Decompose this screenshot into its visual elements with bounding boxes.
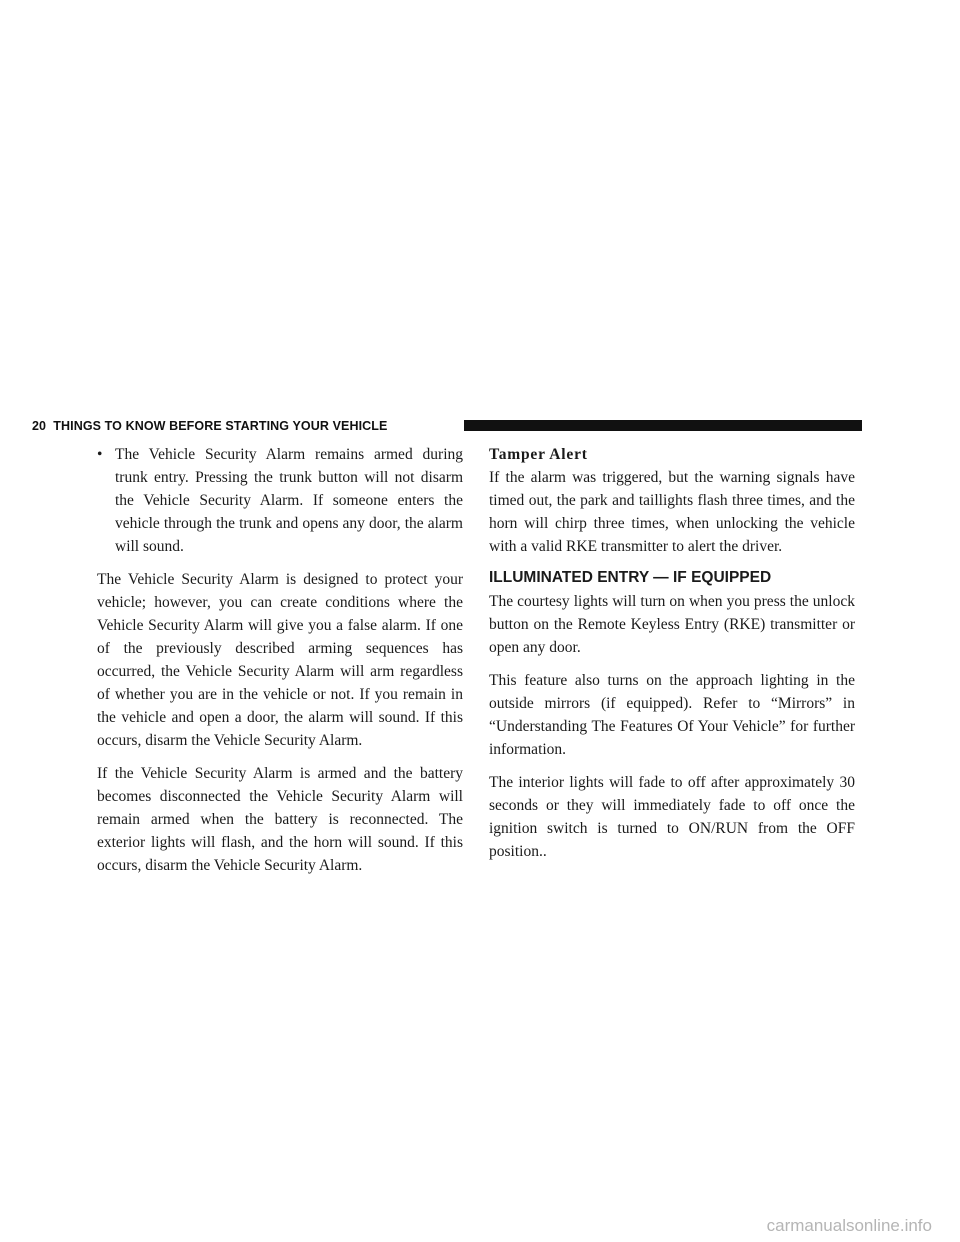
right-column <box>489 443 855 873</box>
header-rule <box>464 420 862 431</box>
approach-lighting-paragraph: This feature also turns on the approach lighting in the outside mirrors (if equipped). Refer to “Mirrors” in “Understanding The Features Of Your Vehicle” for further information. <box>489 672 855 758</box>
tamper-alert-paragraph: If the alarm was triggered, but the warning signals have timed out, the park and taillights flash three times, and the horn will chirp three times, when unlocking the vehicle with a valid RKE transmitter to alert the driver. <box>489 469 855 555</box>
left-column <box>97 443 463 887</box>
page-number: 20 <box>32 419 47 433</box>
bullet-text: The Vehicle Security Alarm remains armed during trunk entry. Pressing the trunk button will not disarm the Vehicle Security Alarm. If someone enters the vehicle through the trunk and opens any door, the alarm will sound. <box>115 446 463 555</box>
watermark-link[interactable]: carmanualsonline.info <box>766 1216 932 1235</box>
battery-disconnect-paragraph: If the Vehicle Security Alarm is armed and the battery becomes disconnected the Vehicle Security Alarm will remain armed when the battery is reconnected. The exterior lights will flash, and the horn will sound. If this occurs, disarm the Vehicle Security Alarm. <box>97 765 463 874</box>
header-text <box>32 419 387 433</box>
interior-lights-paragraph: The interior lights will fade to off after approximately 30 seconds or they will immediately fade to off once the ignition switch is turned to ON/RUN from the OFF position.. <box>489 774 855 860</box>
courtesy-lights-paragraph: The courtesy lights will turn on when you press the unlock button on the Remote Keyless Entry (RKE) transmitter or open any door. <box>489 593 855 656</box>
tamper-alert-heading: Tamper Alert <box>489 446 588 463</box>
bullet-dot-icon: • <box>97 446 103 463</box>
page-header <box>32 417 862 437</box>
alarm-false-alarm-paragraph: The Vehicle Security Alarm is designed to protect your vehicle; however, you can create conditions where the Vehicle Security Alarm will give you a false alarm. If one of the previously described arming sequences has occurred, the Vehicle Security Alarm will arm regardless of whether you are in the vehicle or not. If you remain in the vehicle and open a door, the alarm will sound. If this occurs, disarm the Vehicle Security Alarm. <box>97 571 463 749</box>
chapter-title: THINGS TO KNOW BEFORE STARTING YOUR VEHICLE <box>53 419 388 433</box>
illuminated-entry-title: ILLUMINATED ENTRY — IF EQUIPPED <box>489 569 772 586</box>
bullet-item <box>97 443 463 558</box>
